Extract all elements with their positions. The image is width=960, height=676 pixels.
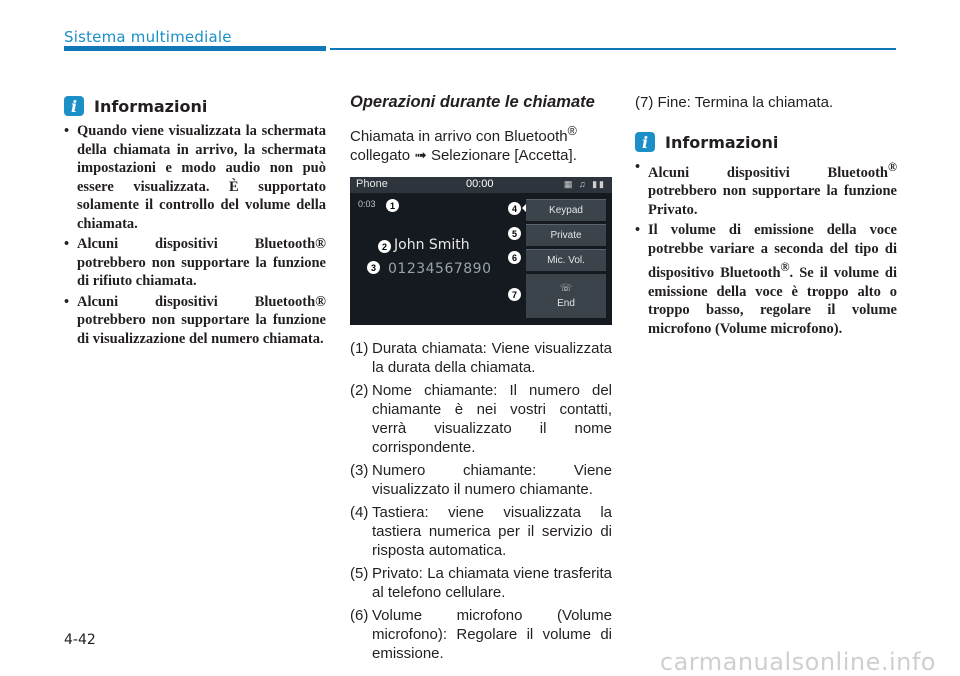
info-bullet-list-right: [635, 158, 897, 338]
caller-number: 01234567890: [388, 261, 492, 277]
item-number: (2): [350, 382, 369, 399]
header-rule-thick: [64, 46, 326, 51]
bullet-text: Alcuni dispositivi Bluetooth: [648, 164, 888, 181]
call-timer: 0:03: [358, 199, 376, 209]
list-item: [350, 381, 612, 457]
registered-mark: ®: [567, 124, 577, 138]
header-rule-thin: [330, 48, 896, 50]
watermark: carmanualsonline.info: [659, 648, 936, 676]
callout-badge-3: 3: [367, 261, 380, 274]
caret-left-icon: [522, 204, 526, 212]
callout-badge-1: 1: [386, 199, 399, 212]
callout-badge-7: 7: [508, 288, 521, 301]
intro-paragraph: [350, 122, 612, 165]
page-number: 4-42: [64, 632, 96, 648]
item-number: (1): [350, 340, 369, 357]
list-item: [350, 503, 612, 560]
item-text: Volume microfono (Volume microfono): Regolare il volume di emissione.: [372, 607, 612, 662]
list-item: [350, 564, 612, 602]
info-bullet: • Quando viene visualizzata la schermata della chiamata in arrivo, la schermata impostazioni e modo audio non può essere visualizzata. È supportato solamente il controllo del volume della chiamata.: [64, 122, 326, 233]
callout-badge-6: 6: [508, 251, 521, 264]
screen-clock: 00:00: [466, 178, 494, 190]
private-button[interactable]: Private: [526, 224, 606, 246]
info-heading-right: [635, 132, 897, 152]
item-number: (6): [350, 607, 369, 624]
list-item: [350, 339, 612, 377]
callout-badge-5: 5: [508, 227, 521, 240]
callout-badge-2: 2: [378, 240, 391, 253]
status-icons: ▦ ♫ ▮▮: [563, 179, 606, 189]
intro-text: Chiamata in arrivo con Bluetooth: [350, 128, 568, 145]
info-bullet-list: [64, 122, 326, 348]
bullet-text-2: potrebbero non supportare la funzione Privato.: [648, 183, 897, 218]
list-item: [350, 606, 612, 663]
info-bullet: [635, 221, 897, 338]
right-column: [635, 93, 897, 340]
bullet-text-2: . Se il volume di emissione della voce è troppo alto o troppo basso, regolare il volume microfono (Volume microfono).: [648, 265, 897, 337]
item-number: (3): [350, 462, 369, 479]
item-text: Tastiera: viene visualizzata la tastiera numerica per il servizio di risposta automatica.: [372, 504, 612, 559]
item-text: Durata chiamata: Viene visualizzata la durata della chiamata.: [372, 340, 612, 376]
info-bullet: • Alcuni dispositivi Bluetooth® potrebbero non supportare la funzione di rifiuto chiamata.: [64, 235, 326, 291]
screen-title: Phone: [356, 178, 388, 190]
info-box-left: [64, 96, 326, 350]
item-text: Nome chiamante: Il numero del chiamante è nei vostri contatti, verrà visualizzato il nome corrispondente.: [372, 382, 612, 456]
item-number: (4): [350, 504, 369, 521]
info-title-right: Informazioni: [665, 132, 779, 152]
keypad-button[interactable]: Keypad: [526, 199, 606, 221]
registered-mark: ®: [887, 160, 897, 174]
info-icon: i: [64, 96, 84, 116]
list-item: [350, 461, 612, 499]
item-text: Privato: La chiamata viene trasferita al telefono cellulare.: [372, 565, 612, 601]
main-column: [350, 93, 612, 667]
end-call-button[interactable]: [526, 274, 606, 318]
bullet-text: Il volume di emissione della voce potrebbe variare a seconda del tipo di dispositivo Bluetooth: [648, 222, 897, 282]
info-heading: [64, 96, 326, 116]
callout-badge-4: 4: [508, 202, 521, 215]
info-icon: i: [635, 132, 655, 152]
registered-mark: ®: [780, 260, 790, 275]
numbered-list: [350, 339, 612, 663]
info-title: Informazioni: [94, 96, 208, 116]
section-heading: Operazioni durante le chiamate: [350, 93, 595, 111]
mic-volume-button[interactable]: Mic. Vol.: [526, 249, 606, 271]
phone-hangup-icon: ☏: [559, 283, 573, 294]
end-label: End: [557, 298, 575, 309]
info-bullet: [635, 158, 897, 219]
info-bullet: • Alcuni dispositivi Bluetooth® potrebbero non supportare la funzione di visualizzazione del numero chiamata.: [64, 293, 326, 349]
intro-text-2: collegato ➟ Selezionare [Accetta].: [350, 147, 577, 164]
phone-screen-illustration: [350, 177, 612, 325]
item-text: Numero chiamante: Viene visualizzato il numero chiamante.: [372, 462, 612, 498]
item-number: (5): [350, 565, 369, 582]
item-7-text: (7) Fine: Termina la chiamata.: [635, 94, 834, 111]
caller-name: John Smith: [394, 237, 470, 253]
section-title: Sistema multimediale: [64, 28, 232, 46]
